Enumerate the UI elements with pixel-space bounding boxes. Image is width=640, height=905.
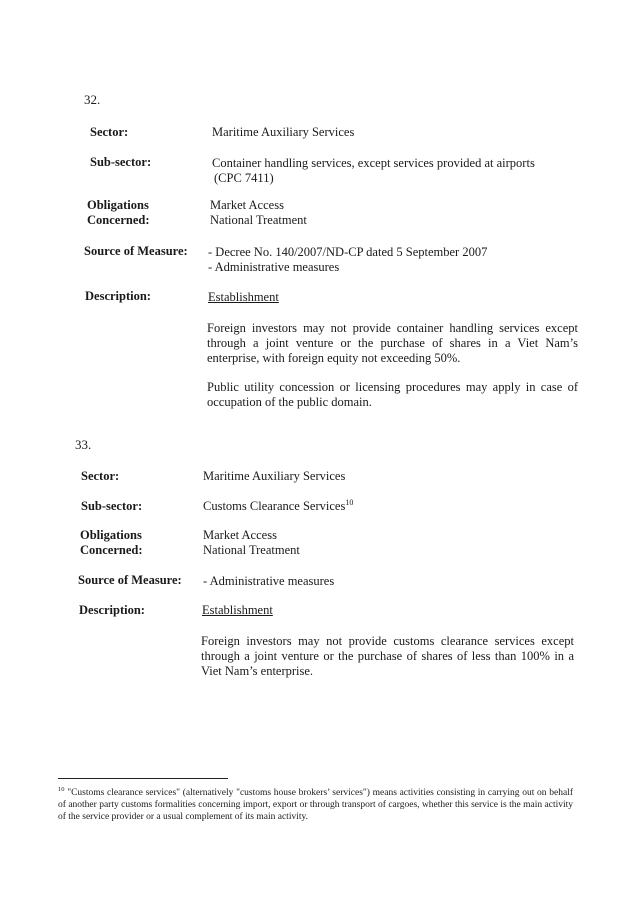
description-label: Description: — [79, 603, 145, 617]
entry-number: 32. — [84, 92, 101, 107]
subsector-value: Customs Clearance Services$^{10}$ — [203, 497, 354, 513]
source-value-1: - Administrative measures — [203, 574, 335, 588]
obligations-value-2: National Treatment — [210, 213, 307, 227]
subsector-value-line-1: Container handling services, except services provided at airports — [212, 156, 535, 170]
obligations-value-1: Market Access — [210, 198, 284, 212]
obligations-label-line-1: Obligations — [87, 198, 149, 212]
description-heading: Establishment — [208, 290, 279, 304]
source-value-2: - Administrative measures — [208, 260, 340, 274]
footnote-separator — [58, 778, 228, 779]
sector-label: Sector: — [90, 125, 129, 139]
obligations-value-1: Market Access — [203, 528, 277, 542]
entry-number: 33. — [75, 437, 92, 452]
sector-value: Maritime Auxiliary Services — [212, 125, 355, 139]
sector-value: Maritime Auxiliary Services — [203, 469, 346, 483]
footnote — [58, 787, 573, 823]
description-paragraph: Foreign investors may not provide container handling services except through a joint venture or the purchase of shares in a Viet Nam’s enterprise, with foreign equity not exceeding 50%. — [207, 321, 578, 365]
source-value-1: - Decree No. 140/2007/ND-CP dated 5 September 2007 — [208, 245, 488, 259]
description-paragraph: Foreign investors may not provide customs clearance services except through a joint venture or the purchase of shares of less than 100% in a Viet Nam’s enterprise. — [201, 634, 574, 678]
source-label: Source of Measure: — [84, 244, 188, 258]
subsector-label: Sub-sector: — [81, 499, 143, 513]
source-label: Source of Measure: — [78, 573, 182, 587]
obligations-value-2: National Treatment — [203, 543, 300, 557]
footnote-text: "Customs clearance services" (alternatively "customs house brokers’ services") means activities consisting in carrying out on behalf of another party customs formalities concerning import, export or through transport of cargoes, whether this service is the main activity of the service provider or a usual complement of its main activity. — [58, 788, 573, 822]
subsector-value-line-2: (CPC 7411) — [214, 171, 274, 185]
subsector-label: Sub-sector: — [90, 155, 152, 169]
description-heading: Establishment — [202, 603, 273, 617]
description-label: Description: — [85, 289, 151, 303]
description-paragraph: Public utility concession or licensing procedures may apply in case of occupation of the public domain. — [207, 380, 578, 409]
obligations-label-line-2: Concerned: — [80, 543, 143, 557]
footnote-marker: 10 — [58, 785, 65, 793]
obligations-label-line-1: Obligations — [80, 528, 142, 542]
obligations-label-line-2: Concerned: — [87, 213, 150, 227]
footnote-reference: 10 — [345, 497, 354, 507]
sector-label: Sector: — [81, 469, 120, 483]
